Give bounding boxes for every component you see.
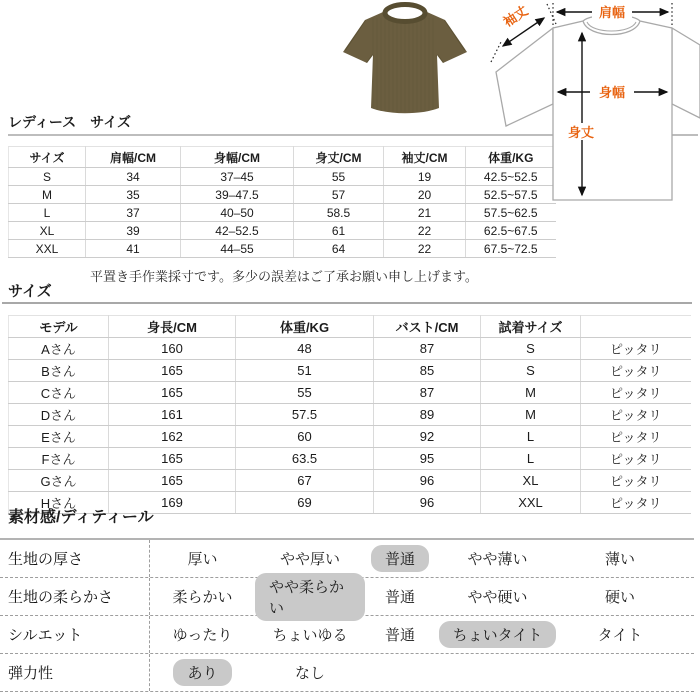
- model-fit-table: [8, 315, 691, 514]
- material-row-label: 生地の柔らかさ: [0, 578, 150, 615]
- table-cell: Bさん: [9, 360, 109, 382]
- table-cell: 96: [374, 492, 481, 514]
- table-cell: ピッタリ: [581, 492, 691, 514]
- table-row: [9, 204, 556, 222]
- table-cell: S: [481, 338, 581, 360]
- table-cell: 60: [236, 426, 374, 448]
- material-option: 薄い: [604, 551, 635, 568]
- header-row: [9, 147, 556, 168]
- material-option-selected: 普通: [371, 545, 429, 572]
- table-cell: XXL: [481, 492, 581, 514]
- table-cell: M: [481, 382, 581, 404]
- material-option: やや厚い: [279, 551, 340, 568]
- material-option: 普通: [384, 627, 415, 644]
- column-header: [581, 316, 691, 338]
- table-row: [9, 168, 556, 186]
- table-cell: 165: [109, 470, 236, 492]
- material-option: やや薄い: [467, 551, 528, 568]
- material-option-cell: [560, 654, 680, 691]
- table-cell: 57.5~62.5: [466, 204, 556, 222]
- column-header: 身丈/CM: [294, 147, 384, 168]
- shoulder-width-label: 肩幅: [598, 5, 626, 20]
- column-header: バスト/CM: [374, 316, 481, 338]
- table-cell: 58.5: [294, 204, 384, 222]
- table-cell: Eさん: [9, 426, 109, 448]
- material-option-cell: [365, 540, 435, 577]
- column-header: 試着サイズ: [481, 316, 581, 338]
- material-row-label: 生地の厚さ: [0, 540, 150, 577]
- material-option-cell: [365, 578, 435, 615]
- table-cell: ピッタリ: [581, 470, 691, 492]
- material-row-label: シルエット: [0, 616, 150, 653]
- table-cell: 87: [374, 338, 481, 360]
- table-cell: L: [481, 448, 581, 470]
- table-row: [9, 448, 691, 470]
- diagram-body: [553, 15, 672, 200]
- material-option-cell: [255, 616, 365, 653]
- table-cell: 51: [236, 360, 374, 382]
- table-cell: 69: [236, 492, 374, 514]
- diagram-right-sleeve: [672, 28, 700, 118]
- table-cell: 165: [109, 448, 236, 470]
- material-detail-table: [0, 538, 694, 692]
- table-cell: 62.5~67.5: [466, 222, 556, 240]
- section-title-material: 素材感/ディティール: [8, 509, 154, 526]
- table-cell: Cさん: [9, 382, 109, 404]
- table-cell: 22: [384, 240, 466, 258]
- material-option-cell: [560, 578, 680, 615]
- material-option-cell: [255, 540, 365, 577]
- table-cell: 165: [109, 360, 236, 382]
- body-length-label: 身丈: [567, 125, 595, 140]
- table-cell: S: [9, 168, 86, 186]
- material-option-cell: [150, 578, 255, 615]
- table-cell: 161: [109, 404, 236, 426]
- table-cell: 160: [109, 338, 236, 360]
- table-row: [9, 240, 556, 258]
- material-option-cell: [560, 616, 680, 653]
- table-cell: ピッタリ: [581, 382, 691, 404]
- section-title-ladies-size: レディース サイズ: [8, 114, 132, 130]
- table-cell: XXL: [9, 240, 86, 258]
- column-header: 体重/KG: [236, 316, 374, 338]
- table-cell: 21: [384, 204, 466, 222]
- table-cell: 35: [86, 186, 181, 204]
- sleeve-guide-bottom: [491, 42, 501, 62]
- material-option-cell: [365, 616, 435, 653]
- section-title-size: サイズ: [8, 283, 52, 300]
- table-cell: 67.5~72.5: [466, 240, 556, 258]
- table-cell: 89: [374, 404, 481, 426]
- table-cell: Aさん: [9, 338, 109, 360]
- table-cell: ピッタリ: [581, 448, 691, 470]
- measurement-note: 平置き手作業採寸です。多少の誤差はご了承お願い申し上げます。: [90, 269, 478, 284]
- ladies-size-table: [8, 146, 556, 258]
- material-option: 柔らかい: [172, 589, 233, 606]
- table-cell: ピッタリ: [581, 404, 691, 426]
- table-cell: 37–45: [181, 168, 294, 186]
- material-option-selected: ちょいタイト: [439, 621, 557, 648]
- table-cell: 162: [109, 426, 236, 448]
- material-option-cell: [255, 654, 365, 691]
- material-option: 厚い: [187, 551, 218, 568]
- table-cell: 48: [236, 338, 374, 360]
- table-cell: 55: [294, 168, 384, 186]
- table-cell: 34: [86, 168, 181, 186]
- table-row: [9, 426, 691, 448]
- table-cell: ピッタリ: [581, 338, 691, 360]
- material-row: [0, 616, 694, 654]
- table-cell: 87: [374, 382, 481, 404]
- table-cell: Gさん: [9, 470, 109, 492]
- material-option-cell: [150, 540, 255, 577]
- table-cell: 57: [294, 186, 384, 204]
- table-cell: ピッタリ: [581, 426, 691, 448]
- material-option-cell: [560, 540, 680, 577]
- table-cell: L: [9, 204, 86, 222]
- material-option-cell: [435, 654, 560, 691]
- body-width-label: 身幅: [598, 85, 626, 100]
- table-cell: 61: [294, 222, 384, 240]
- material-option: なし: [294, 665, 325, 682]
- table-cell: 67: [236, 470, 374, 492]
- column-header: 袖丈/CM: [384, 147, 466, 168]
- material-row: [0, 654, 694, 692]
- table-row: [9, 222, 556, 240]
- material-option: やや硬い: [467, 589, 528, 606]
- sleeve-guide-top: [547, 4, 556, 24]
- table-cell: 41: [86, 240, 181, 258]
- table-cell: 165: [109, 382, 236, 404]
- collar-ring: [385, 5, 425, 22]
- table-cell: 19: [384, 168, 466, 186]
- material-option: 普通: [384, 589, 415, 606]
- table-cell: 57.5: [236, 404, 374, 426]
- material-option: ちょいゆる: [272, 627, 348, 644]
- table-cell: 96: [374, 470, 481, 492]
- table-cell: M: [9, 186, 86, 204]
- material-option-cell: [365, 654, 435, 691]
- product-photo-tshirt: [333, 0, 477, 116]
- table-cell: 85: [374, 360, 481, 382]
- material-option-selected: あり: [173, 659, 231, 686]
- table-row: [9, 360, 691, 382]
- material-option: ゆったり: [172, 627, 233, 644]
- material-option-selected: やや柔らかい: [255, 573, 365, 621]
- material-option-cell: [255, 578, 365, 615]
- table-row: [9, 186, 556, 204]
- table-cell: 40–50: [181, 204, 294, 222]
- table-cell: 169: [109, 492, 236, 514]
- header-row: [9, 316, 691, 338]
- table-cell: XL: [481, 470, 581, 492]
- table-cell: L: [481, 426, 581, 448]
- column-header: 身幅/CM: [181, 147, 294, 168]
- table-cell: S: [481, 360, 581, 382]
- table-cell: Dさん: [9, 404, 109, 426]
- table-row: [9, 404, 691, 426]
- table-cell: 39–47.5: [181, 186, 294, 204]
- table-cell: 22: [384, 222, 466, 240]
- table-cell: 20: [384, 186, 466, 204]
- table-cell: 39: [86, 222, 181, 240]
- column-header: 肩幅/CM: [86, 147, 181, 168]
- material-option-cell: [150, 654, 255, 691]
- table-cell: ピッタリ: [581, 360, 691, 382]
- column-header: モデル: [9, 316, 109, 338]
- diagram-left-sleeve: [496, 28, 553, 126]
- table-cell: 55: [236, 382, 374, 404]
- divider-size: [2, 302, 692, 304]
- material-row-label: 弾力性: [0, 654, 150, 691]
- table-row: [9, 338, 691, 360]
- column-header: サイズ: [9, 147, 86, 168]
- table-cell: Hさん: [9, 492, 109, 514]
- table-cell: Fさん: [9, 448, 109, 470]
- table-cell: 64: [294, 240, 384, 258]
- material-option: 硬い: [604, 589, 635, 606]
- table-cell: 37: [86, 204, 181, 222]
- material-option-cell: [435, 578, 560, 615]
- table-cell: 52.5~57.5: [466, 186, 556, 204]
- material-row: [0, 578, 694, 616]
- table-row: [9, 382, 691, 404]
- table-cell: 42.5~52.5: [466, 168, 556, 186]
- table-cell: 63.5: [236, 448, 374, 470]
- column-header: 身長/CM: [109, 316, 236, 338]
- table-row: [9, 470, 691, 492]
- sleeve-length-label: 袖丈: [500, 2, 531, 30]
- material-option-cell: [435, 540, 560, 577]
- measurement-diagram: [488, 0, 700, 208]
- table-cell: 42–52.5: [181, 222, 294, 240]
- material-option: タイト: [597, 627, 643, 644]
- table-cell: 92: [374, 426, 481, 448]
- material-option-cell: [150, 616, 255, 653]
- column-header: 体重/KG: [466, 147, 556, 168]
- table-cell: 44–55: [181, 240, 294, 258]
- material-option-cell: [435, 616, 560, 653]
- table-cell: 95: [374, 448, 481, 470]
- table-cell: M: [481, 404, 581, 426]
- table-cell: XL: [9, 222, 86, 240]
